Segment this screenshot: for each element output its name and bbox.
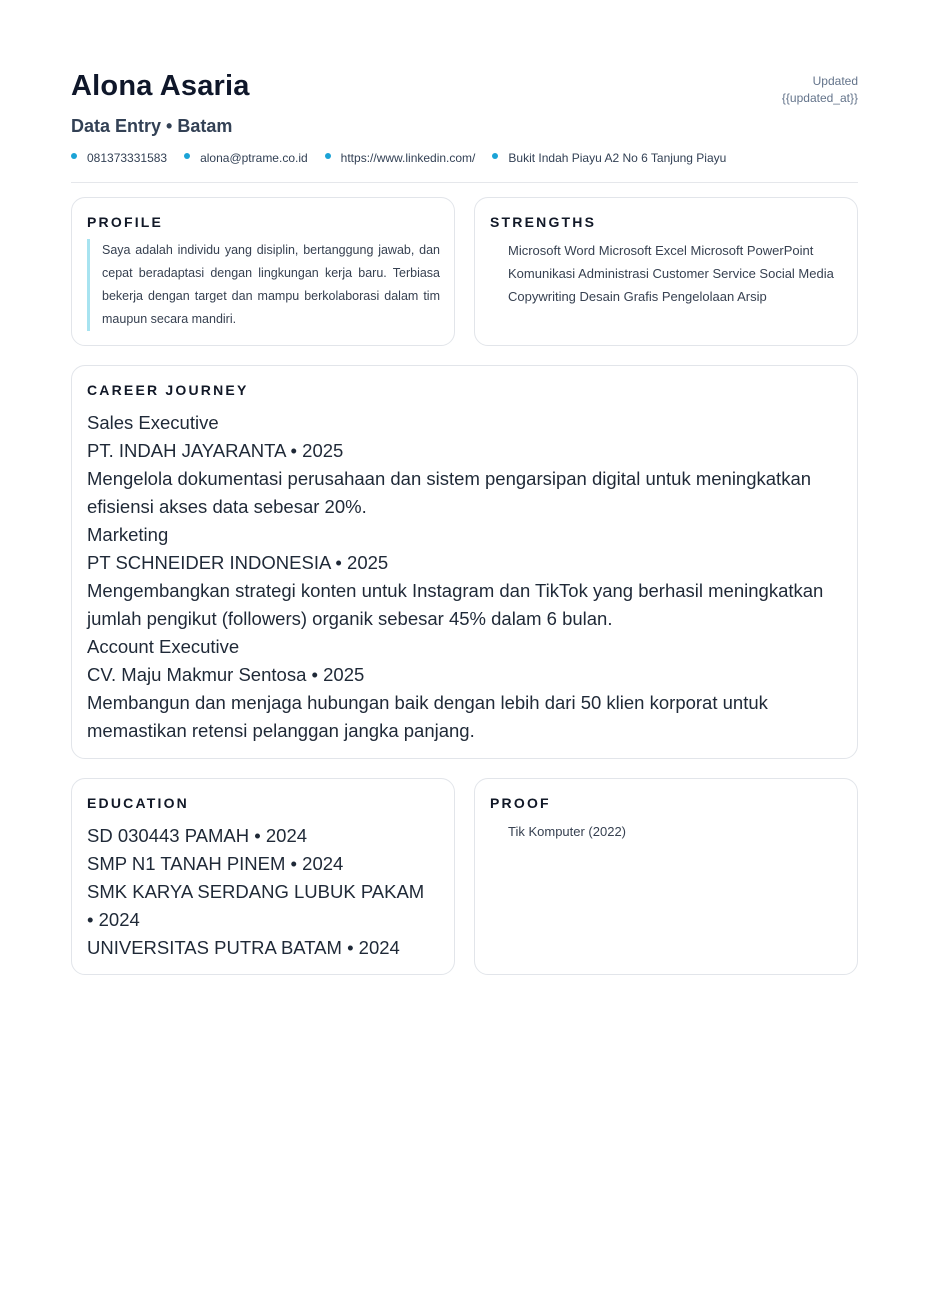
- education-card: [71, 778, 455, 975]
- job-role: Account Executive: [87, 636, 240, 657]
- education-item: UNIVERSITAS PUTRA BATAM • 2024: [87, 937, 400, 958]
- contact-email[interactable]: [184, 151, 308, 165]
- contact-linkedin[interactable]: [325, 151, 476, 165]
- bullet-dot-icon: [184, 153, 190, 159]
- proof-item: Tik Komputer (2022): [508, 824, 627, 839]
- email-text[interactable]: alona@ptrame.co.id: [200, 151, 308, 165]
- job-role: Marketing: [87, 524, 169, 545]
- proof-title: PROOF: [490, 795, 551, 811]
- education-item: SMP N1 TANAH PINEM • 2024: [87, 853, 344, 874]
- bullet-dot-icon: [71, 153, 77, 159]
- updated-value: {{updated_at}}: [781, 91, 858, 105]
- candidate-name: Alona Asaria: [71, 70, 250, 102]
- profile-title: PROFILE: [87, 214, 164, 230]
- contact-address: [492, 151, 726, 165]
- bullet-dot-icon: [492, 153, 498, 159]
- proof-card: [474, 778, 858, 975]
- education-item: SD 030443 PAMAH • 2024: [87, 825, 308, 846]
- job-company: PT. INDAH JAYARANTA • 2025: [87, 440, 344, 461]
- profile-text: Saya adalah individu yang disiplin, bertanggung jawab, dan cepat beradaptasi dengan lingkungan kerja baru. Terbiasa bekerja dengan target dan mampu berkolaborasi dalam tim maupun secara mandiri.: [87, 239, 440, 331]
- job-description: Mengembangkan strategi konten untuk Instagram dan TikTok yang berhasil meningkatkan jumlah pengikut (followers) organik sebesar 45% dalam 6 bulan.: [87, 580, 824, 629]
- career-title: CAREER JOURNEY: [87, 382, 249, 398]
- job-description: Membangun dan menjaga hubungan baik dengan lebih dari 50 klien korporat untuk memastikan retensi pelanggan jangka panjang.: [87, 692, 768, 741]
- strengths-text: Microsoft Word Microsoft Excel Microsoft PowerPoint Komunikasi Administrasi Customer Service Social Media Copywriting Desain Grafis Pengelolaan Arsip: [508, 243, 834, 304]
- phone-text: 081373331583: [87, 151, 168, 165]
- job-description: Mengelola dokumentasi perusahaan dan sistem pengarsipan digital untuk meningkatkan efisiensi akses data sebesar 20%.: [87, 468, 812, 517]
- address-text: Bukit Indah Piayu A2 No 6 Tanjung Piayu: [508, 151, 727, 165]
- contact-phone: [71, 151, 167, 165]
- proof-list: [508, 822, 626, 842]
- career-card: [71, 365, 858, 759]
- job-company: PT SCHNEIDER INDONESIA • 2025: [87, 552, 389, 573]
- bullet-dot-icon: [325, 153, 331, 159]
- job-role: Sales Executive: [87, 412, 219, 433]
- job-company: CV. Maju Makmur Sentosa • 2025: [87, 664, 365, 685]
- education-title: EDUCATION: [87, 795, 189, 811]
- candidate-subtitle: Data Entry • Batam: [71, 116, 233, 136]
- education-item: SMK KARYA SERDANG LUBUK PAKAM • 2024: [87, 881, 425, 930]
- career-list: [87, 409, 847, 745]
- linkedin-link[interactable]: https://www.linkedin.com/: [340, 151, 476, 165]
- updated-label: Updated: [812, 74, 858, 88]
- strengths-card: [474, 197, 858, 346]
- contact-list: [71, 151, 743, 165]
- updated-stamp: [782, 73, 858, 107]
- strengths-title: STRENGTHS: [490, 214, 597, 230]
- education-list: [87, 822, 432, 962]
- header-divider: [71, 182, 858, 183]
- profile-card: [71, 197, 455, 346]
